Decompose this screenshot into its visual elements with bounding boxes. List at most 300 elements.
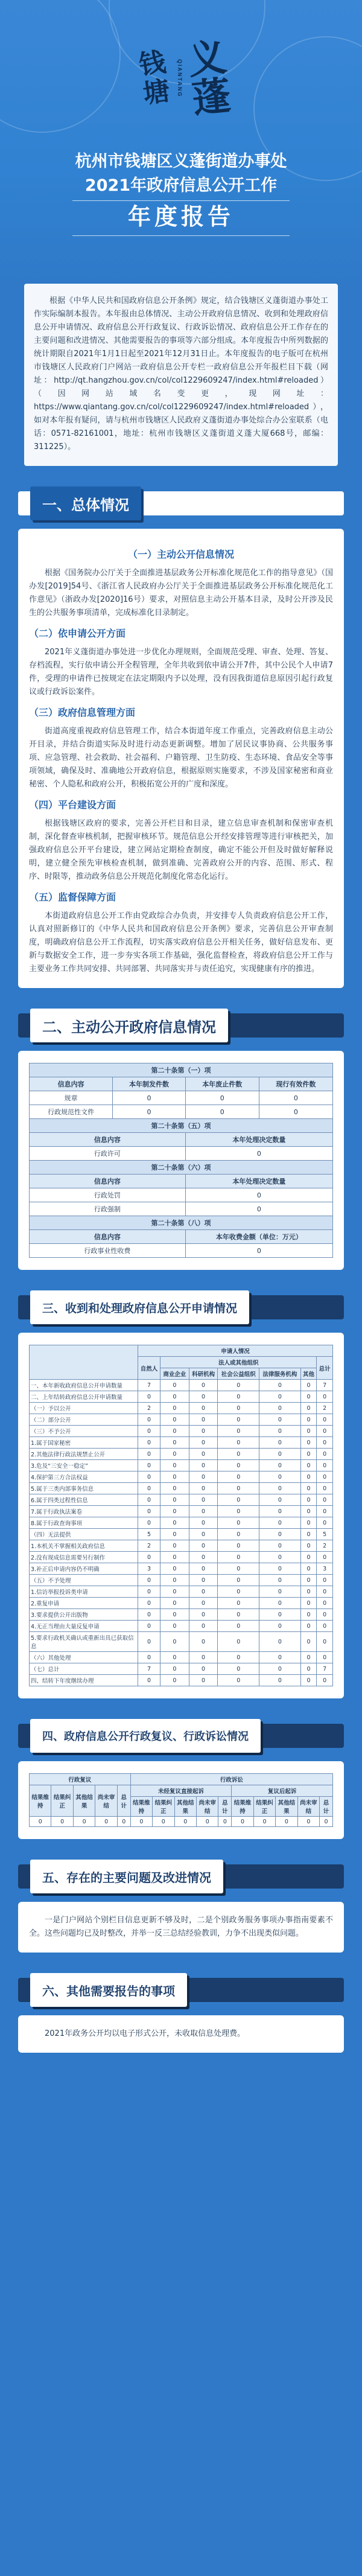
table-cell: 0 [300, 1609, 317, 1621]
overview-text: 2021年义蓬街道办事处进一步优化办理规则，全面规范受理、审查、处理、答复、存档流程，实行依申请公开全程管理，全年共收到依申请公开7件，其中公民个人申请7件，受理的申请件已按规定在法定期限内予以处理，没有因我街道信息原因引起行政复议或行政诉讼案件。 [29, 648, 333, 697]
table-cell: 0 [185, 1202, 332, 1216]
table-cell: 0 [259, 1494, 301, 1506]
table-cell: 0 [259, 1529, 301, 1540]
section-header-problems [18, 1860, 344, 1893]
table-cell: 0 [185, 1188, 332, 1202]
table-row [30, 1105, 333, 1119]
table-cell: 0 [300, 1494, 317, 1506]
table-row [30, 1609, 333, 1621]
title-divider [72, 235, 290, 236]
row-label: （五）不予处理 [30, 1575, 138, 1586]
problems-text: 一是门户网站个别栏目信息更新不够及时，二是个别政务服务事项办事指南要素不全。这些问题均已及时整改，并举一反三总结经验教训，力争不出现类似问题。 [29, 1916, 333, 1938]
table-cell: 3 [317, 1563, 333, 1575]
table-cell: 0 [218, 1675, 259, 1686]
other-text: 2021年政务公开均以电子形式公开，未收取信息处理费。 [45, 2029, 246, 2038]
table-cell: 0 [138, 1586, 160, 1598]
table-cell: 0 [189, 1586, 218, 1598]
table-cell: 0 [138, 1552, 160, 1563]
table-cell: 0 [317, 1652, 333, 1663]
table-cell: 0 [160, 1563, 189, 1575]
table-cell: 0 [185, 1091, 259, 1105]
table-cell: 0 [218, 1506, 259, 1517]
table-cell: 0 [189, 1460, 218, 1471]
table-cell: 0 [259, 1380, 301, 1391]
overview-card [18, 529, 344, 988]
table-header: 本年处理决定数量 [185, 1133, 332, 1147]
table-cell: 5 [317, 1529, 333, 1540]
overview-heading: （一）主动公开信息情况 [127, 549, 234, 560]
table-cell: 0 [189, 1540, 218, 1552]
table-cell: 0 [138, 1471, 160, 1483]
table-cell: 0 [300, 1426, 317, 1437]
table-cell: 5 [138, 1529, 160, 1540]
table-cell: 0 [153, 1817, 174, 1827]
row-label: （二）部分公开 [30, 1414, 138, 1426]
row-label: 3.要求提供公开出版物 [30, 1609, 138, 1621]
table-cell: 0 [189, 1621, 218, 1632]
table-cell: 0 [160, 1471, 189, 1483]
table-row [30, 1494, 333, 1506]
table-header: 信息内容 [30, 1077, 113, 1091]
table-cell: 0 [317, 1437, 333, 1449]
row-label: 2.重复申请 [30, 1598, 138, 1609]
table-cell: 0 [130, 1817, 152, 1827]
table-header: 总计 [218, 1797, 232, 1817]
table-cell: 0 [189, 1529, 218, 1540]
table-cell: 0 [138, 1621, 160, 1632]
table-cell: 0 [160, 1414, 189, 1426]
table-cell: 0 [189, 1426, 218, 1437]
table-row [30, 1621, 333, 1632]
table-row [30, 1675, 333, 1686]
row-label: 6.属于四类过程性信息 [30, 1494, 138, 1506]
table-cell: 0 [218, 1663, 259, 1675]
overview-text: 根据《国务院办公厅关于全面推进基层政务公开标准化规范化工作的指导意见》（国办发[2019]54号、《浙江省人民政府办公厅关于全面推进基层政务公开标准化规范化工作意见》（浙政办发[2020]16号）要求，对照信息主动公开基本目录，及时公开涉及民生的公共服务事项清单，完成标准化目录制定。 [29, 569, 333, 617]
table-cell: 0 [259, 1540, 301, 1552]
table-row [30, 1471, 333, 1483]
logo-text-qiantang: 钱塘 [132, 47, 171, 110]
table-cell: 0 [138, 1426, 160, 1437]
table-cell: 0 [253, 1817, 275, 1827]
table-cell: 0 [300, 1586, 317, 1598]
table-caption: 第二十条第（五）项 [30, 1119, 333, 1133]
logo-char: 义 [185, 34, 230, 84]
table-header: 其他结果 [73, 1785, 95, 1817]
table-header: 结果维持 [30, 1785, 51, 1817]
table-cell: 0 [189, 1609, 218, 1621]
disclosure-table [29, 1063, 333, 1258]
row-label: 3.危及“三安全一稳定” [30, 1460, 138, 1471]
table-cell: 0 [300, 1460, 317, 1471]
table-cell: 0 [138, 1437, 160, 1449]
table-cell: 0 [317, 1621, 333, 1632]
table-cell: 0 [138, 1517, 160, 1529]
table-header: 其他结果 [174, 1797, 196, 1817]
table-row [30, 1817, 333, 1827]
table-cell: 0 [300, 1598, 317, 1609]
table-header: 信息内容 [30, 1133, 186, 1147]
row-label: 5.属于三类内部事务信息 [30, 1483, 138, 1494]
table-cell: 0 [218, 1563, 259, 1575]
table-cell: 行政事业性收费 [30, 1244, 186, 1258]
overview-text: 街道高度重视政府信息管理工作，结合本街道年度工作重点，完善政府信息主动公开目录，并结合街道实际及时进行动态更新调整。增加了居民议事协商、公共服务事项、应急管理、社会救助、社会福利、户籍管理、卫生防疫、生态环境、食品安全等事项领域，确保及时、准确地公开政府信息，根据原则实施要求，不涉及国家秘密和商业秘密、个人隐私和政府公开，积极拓宽公开的广度和深度。 [29, 727, 333, 789]
table-cell: 0 [189, 1483, 218, 1494]
table-cell: 0 [218, 1517, 259, 1529]
table-cell: 0 [218, 1540, 259, 1552]
table-row [30, 1460, 333, 1471]
section-title: 四、政府信息公开行政复议、行政诉讼情况 [30, 1719, 261, 1753]
table-cell: 0 [259, 1552, 301, 1563]
table-cell: 0 [259, 1575, 301, 1586]
table-cell: 0 [300, 1621, 317, 1632]
table-header: 其他 [300, 1368, 317, 1380]
table-row [30, 1517, 333, 1529]
table-cell: 0 [138, 1483, 160, 1494]
table-row [30, 1147, 333, 1161]
table-header: 自然人 [138, 1357, 160, 1380]
section-header-overview [18, 486, 344, 520]
table-cell: 0 [138, 1449, 160, 1460]
table-cell: 0 [160, 1529, 189, 1540]
row-label: 2.没有现成信息需要另行制作 [30, 1552, 138, 1563]
table-cell: 0 [218, 1575, 259, 1586]
table-cell: 0 [317, 1506, 333, 1517]
row-label: 4.保护第三方合法权益 [30, 1471, 138, 1483]
table-cell: 0 [317, 1632, 333, 1652]
table-cell: 0 [160, 1506, 189, 1517]
table-cell: 0 [317, 1449, 333, 1460]
table-cell: 0 [160, 1552, 189, 1563]
row-label: （一）予以公开 [30, 1403, 138, 1414]
table-cell: 0 [174, 1817, 196, 1827]
table-cell: 行政规范性文件 [30, 1105, 113, 1119]
table-header: 信息内容 [30, 1175, 186, 1188]
section-header-requests [18, 1290, 344, 1324]
overview-text: 本街道政府信息公开工作由党政综合办负责，并安排专人负责政府信息公开工作，认真对照新修订的《中华人民共和国政府信息公开条例》要求，完善信息公开审查制度，明确政府信息公开工作流程，切实落实政府信息公开相关任务，做好信息发布、更新与数据安全工作，进一步夯实各项工作基础，强化监督检查，将政府信息公开工作与主要业务工作共同安排、共同部署、共同落实并与责任追究，实现健康有序的推进。 [29, 911, 333, 974]
table-cell: 0 [160, 1652, 189, 1663]
table-cell: 7 [317, 1663, 333, 1675]
section-title: 二、主动公开政府信息情况 [30, 1009, 228, 1042]
table-cell: 0 [160, 1586, 189, 1598]
table-cell: 2 [138, 1540, 160, 1552]
table-cell: 0 [300, 1437, 317, 1449]
table-cell: 0 [218, 1426, 259, 1437]
section-title: 三、收到和处理政府信息公开申请情况 [30, 1290, 249, 1324]
section-header-review-litigation [18, 1719, 344, 1753]
table-cell: 7 [317, 1380, 333, 1391]
table-cell: 0 [160, 1391, 189, 1403]
table-cell: 0 [259, 1563, 301, 1575]
review-card [18, 1761, 344, 1839]
table-cell: 0 [160, 1675, 189, 1686]
table-cell: 0 [189, 1517, 218, 1529]
table-cell: 0 [218, 1609, 259, 1621]
logo-text-yipeng [185, 34, 235, 123]
table-cell: 0 [189, 1403, 218, 1414]
table-cell: 0 [259, 1598, 301, 1609]
table-header: 本年处理决定数量 [185, 1175, 332, 1188]
table-cell: 0 [160, 1494, 189, 1506]
table-cell: 0 [259, 1449, 301, 1460]
table-row [30, 1563, 333, 1575]
table-row [30, 1437, 333, 1449]
table-cell: 0 [259, 1506, 301, 1517]
table-cell: 0 [300, 1575, 317, 1586]
table-cell: 规章 [30, 1091, 113, 1105]
table-row [30, 1202, 333, 1216]
table-cell: 0 [317, 1414, 333, 1426]
table-cell: 0 [317, 1598, 333, 1609]
table-row [30, 1598, 333, 1609]
overview-item [29, 547, 333, 620]
table-header: 结果纠正 [153, 1797, 174, 1817]
table-cell: 0 [259, 1471, 301, 1483]
table-row [30, 1663, 333, 1675]
table-cell: 0 [138, 1391, 160, 1403]
table-cell: 0 [300, 1632, 317, 1652]
table-header: 信息内容 [30, 1230, 186, 1244]
table-row [30, 1426, 333, 1437]
table-cell: 0 [138, 1506, 160, 1517]
table-cell: 0 [317, 1552, 333, 1563]
table-cell: 0 [218, 1652, 259, 1663]
table-cell: 0 [317, 1575, 333, 1586]
table-cell: 0 [185, 1105, 259, 1119]
table-cell: 0 [138, 1632, 160, 1652]
table-cell: 0 [300, 1552, 317, 1563]
table-cell: 0 [300, 1675, 317, 1686]
table-cell: 0 [160, 1621, 189, 1632]
table-header: 社会公益组织 [218, 1368, 259, 1380]
table-header: 行政复议 [30, 1774, 131, 1785]
table-caption: 第二十条第（六）项 [30, 1161, 333, 1175]
table-cell: 7 [138, 1380, 160, 1391]
table-header: 总计 [320, 1797, 333, 1817]
table-cell: 0 [160, 1483, 189, 1494]
table-cell: 0 [218, 1817, 232, 1827]
table-cell: 0 [259, 1391, 301, 1403]
table-cell: 0 [185, 1244, 332, 1258]
table-cell: 0 [138, 1460, 160, 1471]
table-cell: 0 [317, 1426, 333, 1437]
table-cell: 0 [189, 1506, 218, 1517]
overview-heading: （五）监督保障方面 [29, 891, 116, 903]
table-cell: 0 [189, 1471, 218, 1483]
other-card [18, 2015, 344, 2053]
row-label: 1.属于国家秘密 [30, 1437, 138, 1449]
table-cell: 0 [259, 1403, 301, 1414]
section-title: 一、总体情况 [30, 486, 141, 520]
table-cell: 0 [317, 1586, 333, 1598]
table-row [30, 1652, 333, 1663]
table-cell: 行政强制 [30, 1202, 186, 1216]
table-cell: 0 [218, 1494, 259, 1506]
table-cell: 0 [218, 1586, 259, 1598]
table-cell: 0 [160, 1380, 189, 1391]
table-cell: 0 [218, 1403, 259, 1414]
table-row [30, 1380, 333, 1391]
overview-item [29, 890, 333, 976]
table-cell: 0 [160, 1575, 189, 1586]
table-cell: 0 [160, 1403, 189, 1414]
table-cell: 0 [189, 1494, 218, 1506]
table-cell: 2 [317, 1540, 333, 1552]
table-cell: 0 [160, 1449, 189, 1460]
table-cell: 0 [138, 1598, 160, 1609]
table-cell: 0 [300, 1380, 317, 1391]
table-cell: 0 [259, 1437, 301, 1449]
table-cell: 0 [189, 1632, 218, 1652]
table-header: 本年收费金额（单位：万元） [185, 1230, 332, 1244]
table-cell: 0 [320, 1817, 333, 1827]
table-cell: 0 [276, 1817, 297, 1827]
table-cell: 0 [300, 1414, 317, 1426]
table-header: 科研机构 [189, 1368, 218, 1380]
table-row [30, 1632, 333, 1652]
table-cell: 2 [138, 1403, 160, 1414]
table-cell: 0 [297, 1817, 319, 1827]
table-row [30, 1506, 333, 1517]
table-cell: 0 [259, 1632, 301, 1652]
row-label: 3.补正后申请内容仍不明确 [30, 1563, 138, 1575]
table-cell: 0 [300, 1529, 317, 1540]
table-cell: 0 [259, 1621, 301, 1632]
table-header: 尚未审结 [297, 1797, 319, 1817]
table-header: 结果纠正 [253, 1797, 275, 1817]
requests-table [29, 1345, 333, 1686]
table-cell: 0 [317, 1391, 333, 1403]
table-cell: 0 [189, 1380, 218, 1391]
table-cell: 0 [138, 1494, 160, 1506]
table-cell: 0 [189, 1449, 218, 1460]
table-cell: 0 [160, 1609, 189, 1621]
table-row [30, 1483, 333, 1494]
table-header: 尚未审结 [197, 1797, 218, 1817]
table-cell: 0 [189, 1563, 218, 1575]
row-label: 8.属于行政查询事项 [30, 1517, 138, 1529]
table-cell: 0 [259, 1586, 301, 1598]
table-header: 商业企业 [160, 1368, 189, 1380]
active-disclosure-card [18, 1051, 344, 1270]
table-cell: 0 [317, 1460, 333, 1471]
table-cell: 0 [30, 1817, 51, 1827]
table-cell: 0 [218, 1621, 259, 1632]
table-cell: 0 [300, 1483, 317, 1494]
table-cell: 0 [300, 1506, 317, 1517]
table-cell: 0 [300, 1403, 317, 1414]
table-cell: 0 [160, 1540, 189, 1552]
table-cell: 0 [95, 1817, 117, 1827]
table-cell: 0 [160, 1517, 189, 1529]
table-cell: 0 [218, 1598, 259, 1609]
row-label: 7.属于行政执法案卷 [30, 1506, 138, 1517]
table-header: 本年废止件数 [185, 1077, 259, 1091]
table-cell: 0 [113, 1091, 186, 1105]
table-header: 未经复议直接起诉 [130, 1785, 232, 1797]
row-label: 4.无正当理由大量反复申请 [30, 1621, 138, 1632]
row-label: （三）不予公开 [30, 1426, 138, 1437]
table-cell: 0 [218, 1460, 259, 1471]
row-label: （六）其他处理 [30, 1652, 138, 1663]
table-cell: 行政许可 [30, 1147, 186, 1161]
table-cell: 3 [138, 1563, 160, 1575]
table-cell: 0 [300, 1663, 317, 1675]
table-cell: 0 [160, 1598, 189, 1609]
report-org-title: 杭州市钱塘区义蓬街道办事处 [75, 152, 287, 171]
table-cell: 0 [317, 1517, 333, 1529]
table-cell: 0 [218, 1471, 259, 1483]
table-cell: 0 [138, 1675, 160, 1686]
section-header-active-disclosure [18, 1009, 344, 1042]
table-cell: 0 [218, 1391, 259, 1403]
row-label: 一、本年新收政府信息公开申请数量 [30, 1380, 138, 1391]
table-caption: 第二十条第（八）项 [30, 1216, 333, 1230]
table-cell: 0 [138, 1652, 160, 1663]
table-cell: 0 [259, 1663, 301, 1675]
problems-card [18, 1902, 344, 1953]
table-cell: 0 [317, 1494, 333, 1506]
table-cell: 0 [259, 1483, 301, 1494]
table-cell: 0 [317, 1483, 333, 1494]
page-footer-space [0, 2053, 362, 2089]
table-header: 复议后起诉 [232, 1785, 333, 1797]
overview-heading: （三）政府信息管理方面 [29, 707, 136, 718]
row-label: （七）总计 [30, 1663, 138, 1675]
table-cell: 0 [189, 1652, 218, 1663]
table-cell: 0 [73, 1817, 95, 1827]
table-header-blank [30, 1345, 138, 1380]
table-cell: 0 [259, 1105, 332, 1119]
table-header: 行政诉讼 [130, 1774, 332, 1785]
table-row [30, 1403, 333, 1414]
table-header: 现行有效件数 [259, 1077, 332, 1091]
table-cell: 0 [218, 1380, 259, 1391]
table-cell: 0 [51, 1817, 73, 1827]
table-cell: 0 [189, 1663, 218, 1675]
table-cell: 0 [300, 1540, 317, 1552]
table-header: 结果纠正 [51, 1785, 73, 1817]
row-label: （四）无法提供 [30, 1529, 138, 1540]
table-cell: 0 [160, 1437, 189, 1449]
requests-table-body [30, 1380, 333, 1686]
table-cell: 0 [160, 1460, 189, 1471]
row-label: 2.其他法律行政法规禁止公开 [30, 1449, 138, 1460]
table-cell: 0 [138, 1575, 160, 1586]
report-year-title: 2021年政府信息公开工作 [84, 176, 278, 195]
report-main-title: 年度报告 [127, 203, 234, 230]
row-label: 四、结转下年度继续办理 [30, 1675, 138, 1686]
table-header: 结果维持 [232, 1797, 253, 1817]
table-cell: 0 [232, 1817, 253, 1827]
table-header: 结果维持 [130, 1797, 152, 1817]
table-header: 其他结果 [276, 1797, 297, 1817]
table-cell: 0 [189, 1598, 218, 1609]
table-cell: 0 [317, 1471, 333, 1483]
table-cell: 0 [189, 1437, 218, 1449]
table-row [30, 1586, 333, 1598]
table-cell: 0 [259, 1426, 301, 1437]
table-cell: 0 [197, 1817, 218, 1827]
table-cell: 0 [189, 1575, 218, 1586]
table-caption: 第二十条第（一）项 [30, 1063, 333, 1077]
table-row [30, 1414, 333, 1426]
table-cell: 0 [259, 1675, 301, 1686]
table-cell: 行政处罚 [30, 1188, 186, 1202]
table-row [30, 1449, 333, 1460]
row-label: 1.本机关不掌握相关政府信息 [30, 1540, 138, 1552]
intro-paragraph: 根据《中华人民共和国政府信息公开条例》规定，结合钱塘区义蓬街道办事处工作实际编制本报告。本年报由总体情况、主动公开政府信息情况、收到和处理政府信息公开申请情况、政府信息公开行政复议、行政诉讼情况、政府信息公开工作存在的主要问题和改进情况、其他需要报告的事项等六部分组成。本年度报告中所列数据的统计期限自2021年1月1日起至2021年12月31日止。本年度报告的电子版可在杭州市钱塘区人民政府门户网站一政府信息公开专栏一政府信息公开年报栏目下载（网址：http://qt.hangzhou.gov.cn/col/col1229609247/index.html#reloaded）（因网站域名变更，现网址：https://www.qiantang.gov.cn/col/col1229609247/index.html#reloaded），如对本年报有疑问，请与杭州市钱塘区人民政府义蓬街道办事处综合办公室联系（电话：0571-82161001，地址：杭州市钱塘区义蓬街道义蓬大厦668号，邮编：311225）。 [34, 296, 328, 451]
table-row [30, 1188, 333, 1202]
